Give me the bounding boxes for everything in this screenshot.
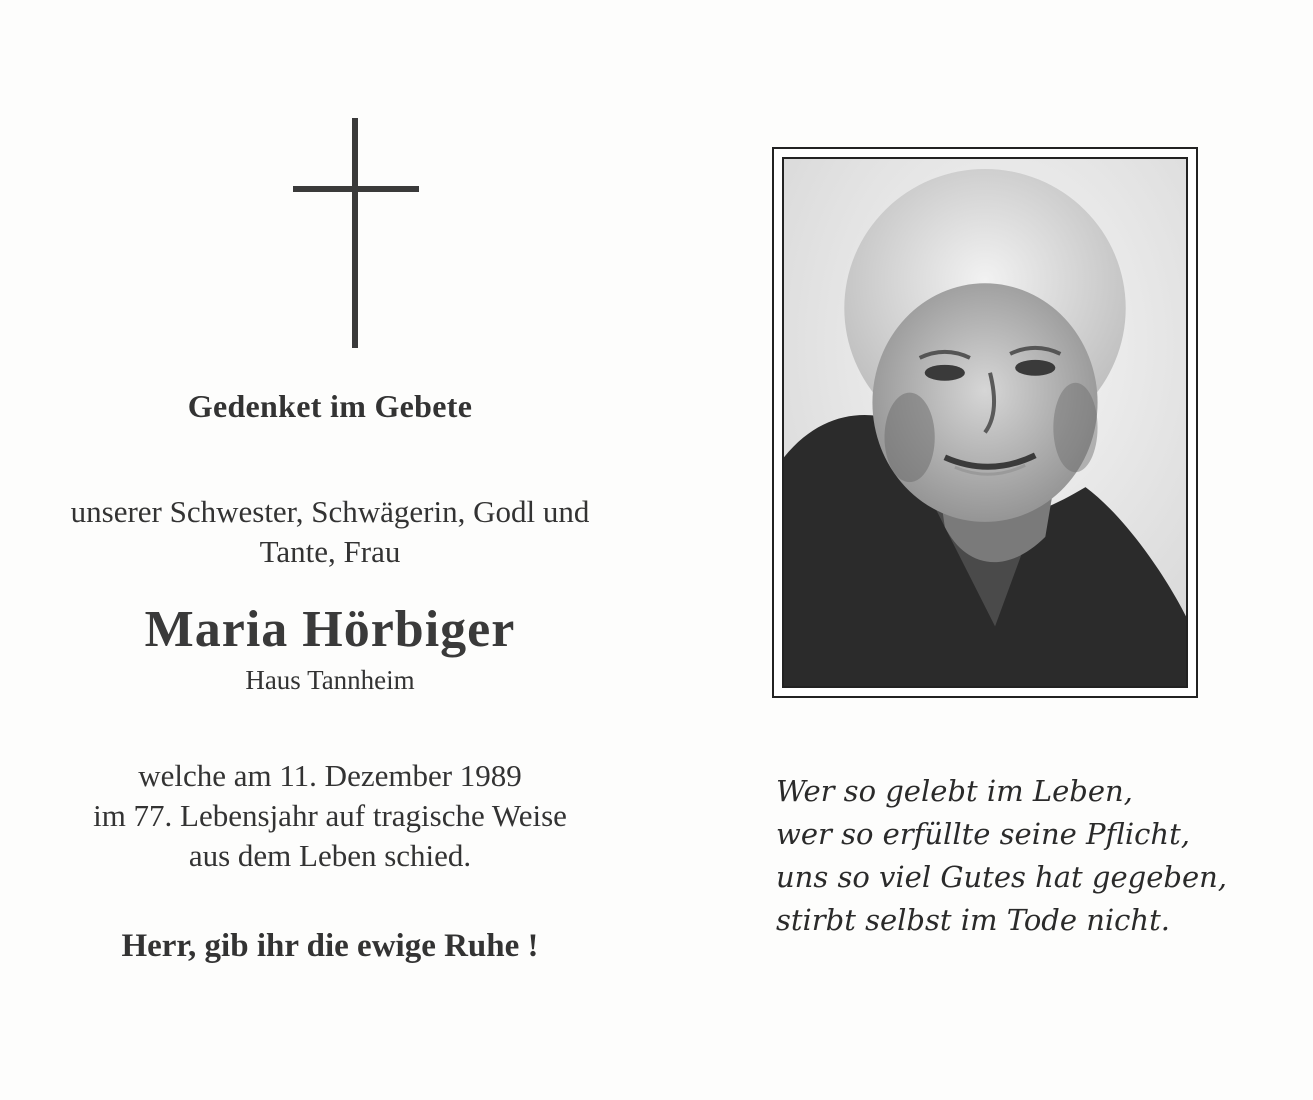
death-line: welche am 11. Dezember 1989 [138,758,522,793]
poem [776,770,1276,942]
poem-line: uns so viel Gutes hat gegeben, [776,860,1228,894]
poem-line: stirbt selbst im Tode nicht. [776,903,1170,937]
prayer-line: Herr, gib ihr die ewige Ruhe ! [121,928,539,964]
deceased-name: Maria Hörbiger [144,601,516,658]
relation-line: Tante, Frau [259,534,401,569]
death-notice [30,756,630,876]
relation-line: unserer Schwester, Schwägerin, Godl und [70,494,590,529]
house-name: Haus Tannheim [245,665,415,695]
photo-frame [772,147,1198,698]
death-line: im 77. Lebensjahr auf tragische Weise [93,798,567,833]
poem-line: wer so erfüllte seine Pflicht, [776,817,1190,851]
text-column [30,0,630,1100]
relation-text [30,492,630,572]
cross-icon [293,118,419,348]
death-line: aus dem Leben schied. [188,838,472,873]
heading: Gedenket im Gebete [187,388,473,424]
poem-line: Wer so gelebt im Leben, [776,774,1133,808]
portrait-photo [782,157,1188,688]
